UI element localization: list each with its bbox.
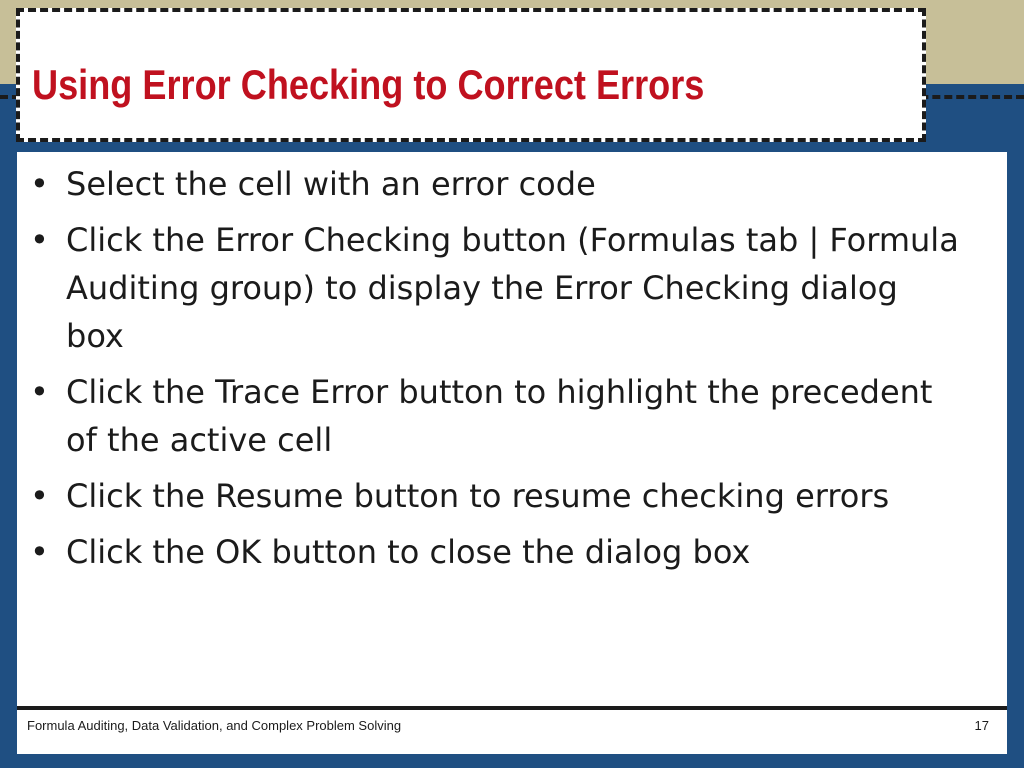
slide-footer [17, 710, 1007, 754]
slide-title: Using Error Checking to Correct Errors [32, 61, 705, 108]
bullet-text: Click the Resume button to resume checking errors [66, 477, 890, 515]
title-box [16, 8, 926, 142]
bullet-item [30, 472, 960, 520]
bullet-list [30, 160, 960, 584]
bullet-text: Click the Error Checking button (Formulas tab | Formula Auditing group) to display the Error Checking dialog box [66, 221, 959, 355]
bullet-icon: • [30, 165, 49, 203]
bullet-icon: • [30, 533, 49, 571]
bullet-item [30, 160, 960, 208]
bullet-text: Click the OK button to close the dialog box [66, 533, 751, 571]
bullet-icon: • [30, 477, 49, 515]
bullet-text: Select the cell with an error code [66, 165, 596, 203]
bullet-icon: • [30, 221, 49, 259]
bullet-item [30, 368, 960, 464]
page-number: 17 [974, 718, 989, 733]
bullet-icon: • [30, 373, 49, 411]
bullet-text: Click the Trace Error button to highlight the precedent of the active cell [66, 373, 933, 459]
bullet-item [30, 528, 960, 576]
bullet-item [30, 216, 960, 360]
footer-text: Formula Auditing, Data Validation, and Complex Problem Solving [27, 718, 402, 733]
